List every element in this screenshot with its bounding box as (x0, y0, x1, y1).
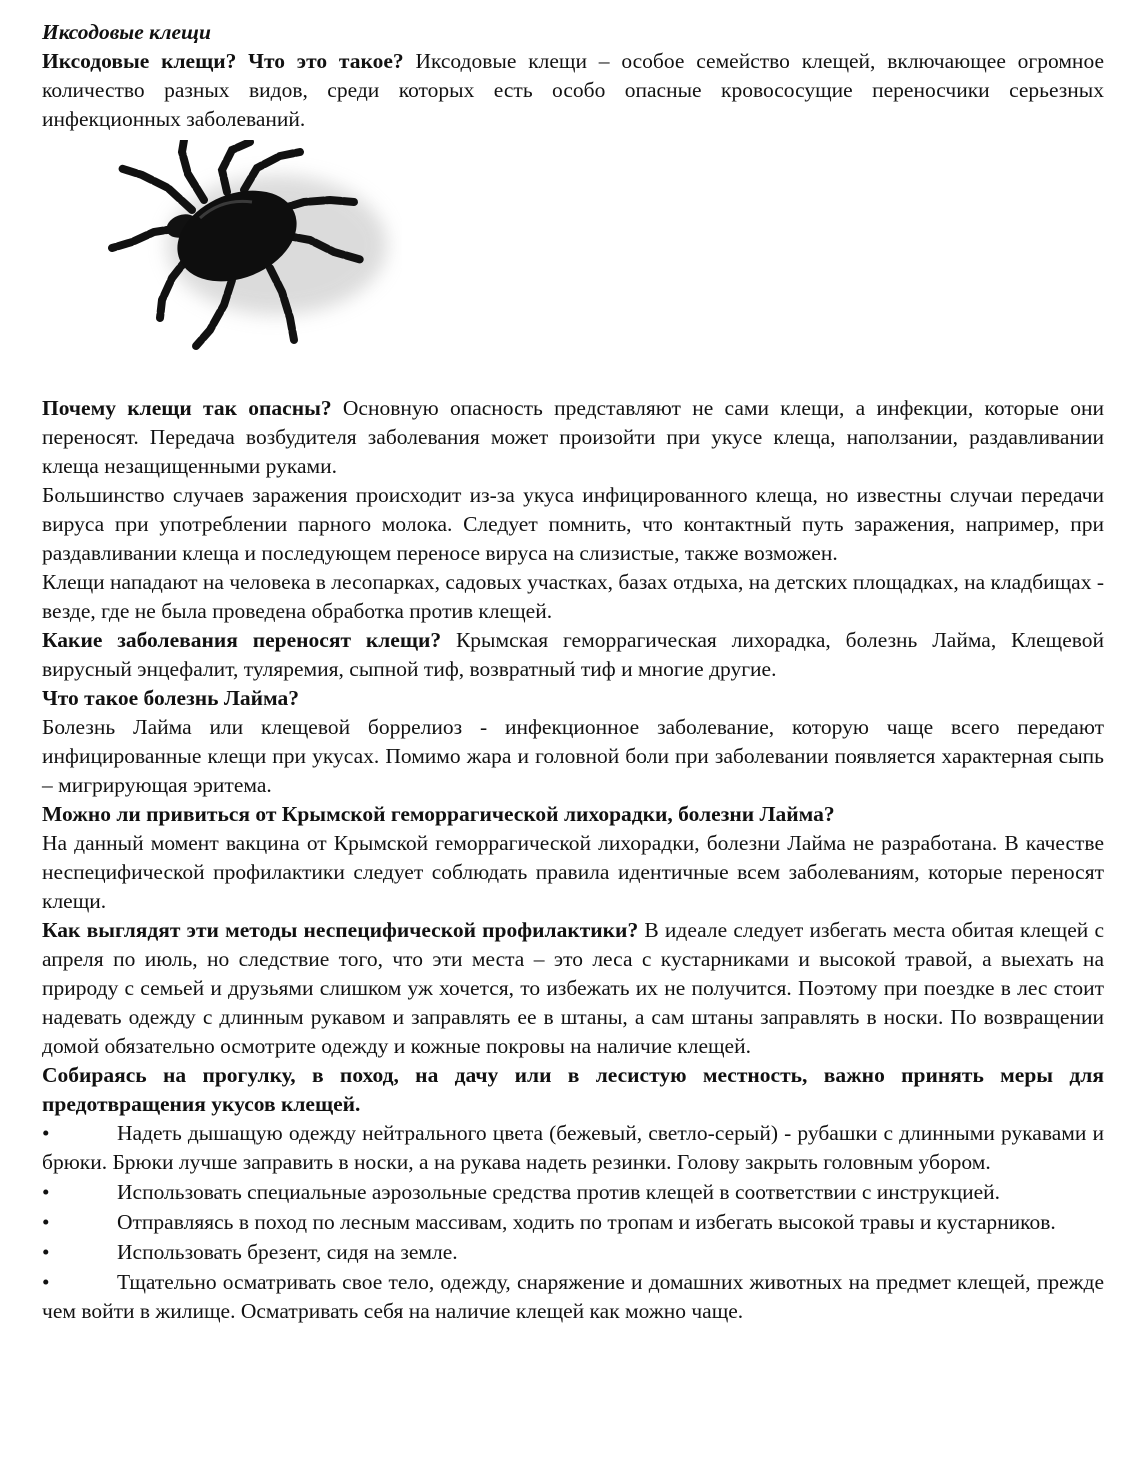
bullet-icon: • (42, 1180, 50, 1204)
list-item (42, 1119, 1104, 1177)
diseases-lead: Какие заболевания переносят клещи? (42, 628, 442, 652)
measures-list (42, 1119, 1104, 1326)
methods-lead: Как выглядят эти методы неспецифической профилактики? (42, 918, 639, 942)
infection-paragraph: Большинство случаев заражения происходит из-за укуса инфицированного клеща, но известны случаи передачи вируса при употреблении парного молока. Следует помнить, что контактный путь заражения, например, при раздавливании клеща и последующем переносе вируса на слизистые, также возможен. (42, 483, 1104, 565)
list-item-text: Надеть дышащую одежду нейтрального цвета (бежевый, светло-серый) - рубашки с длинными рукавами и брюки. Брюки лучше заправить в носки, а на рукава надеть резинки. Голову закрыть головным убором. (42, 1121, 1104, 1174)
list-item-text: Использовать специальные аэрозольные средства против клещей в соответствии с инструкцией. (117, 1180, 1001, 1204)
tick-illustration-icon (72, 140, 402, 372)
intro-lead: Иксодовые клещи? Что это такое? (42, 49, 404, 73)
methods-text: В идеале следует избегать места обитая клещей с апреля по июль, но следствие того, что эти места – это леса с кустарниками и высокой травой, а выехать на природу с семьей и друзьями слишком уж хочется, то избежать их не получится. Поэтому при поездке в лес стоит надевать одежду с длинным рукавом и заправлять ее в штаны, а сам штаны заправлять в носки. По возвращении домой обязательно осмотрите одежду и кожные покровы на наличие клещей. (42, 918, 1104, 1058)
diseases-text: Крымская геморрагическая лихорадка, болезнь Лайма, Клещевой вирусный энцефалит, туляремия, сыпной тиф, возвратный тиф и многие другие. (42, 628, 1104, 681)
measures-heading-text: Собираясь на прогулку, в поход, на дачу или в лесистую местность, важно принять меры для предотвращения укусов клещей. (42, 1063, 1104, 1116)
danger-paragraph (42, 394, 1104, 481)
lyme-paragraph: Болезнь Лайма или клещевой боррелиоз - инфекционное заболевание, которую чаще всего передают инфицированные клещи при укусах. Помимо жара и головной боли при заболевании появляется характерная сыпь – мигрирующая эритема. (42, 715, 1104, 797)
vaccine-heading (42, 800, 1104, 829)
diseases-paragraph (42, 626, 1104, 684)
vaccine-heading-text: Можно ли привиться от Крымской геморрагической лихорадки, болезни Лайма? (42, 802, 835, 826)
bullet-icon: • (42, 1121, 50, 1145)
list-item (42, 1238, 1104, 1267)
attack-paragraph: Клещи нападают на человека в лесопарках, садовых участках, базах отдыха, на детских площадках, на кладбищах - везде, где не была проведена обработка против клещей. (42, 570, 1104, 623)
list-item-text: Тщательно осматривать свое тело, одежду, снаряжение и домашних животных на предмет клещей, прежде чем войти в жилище. Осматривать себя на наличие клещей как можно чаще. (42, 1270, 1104, 1323)
bullet-icon: • (42, 1270, 50, 1294)
bullet-icon: • (42, 1210, 50, 1234)
bullet-icon: • (42, 1240, 50, 1264)
list-item (42, 1178, 1104, 1207)
danger-lead: Почему клещи так опасны? (42, 396, 332, 420)
danger-text: Основную опасность представляют не сами клещи, а инфекции, которые они переносят. Передача возбудителя заболевания может произойти при укусе клеща, наползании, раздавливании клеща незащищенными руками. (42, 396, 1104, 478)
list-item-text: Отправляясь в поход по лесным массивам, ходить по тропам и избегать высокой травы и кустарников. (117, 1210, 1056, 1234)
document-title: Иксодовые клещи (42, 20, 211, 44)
list-item-text: Использовать брезент, сидя на земле. (117, 1240, 458, 1264)
lyme-heading-text: Что такое болезнь Лайма? (42, 686, 299, 710)
list-item (42, 1208, 1104, 1237)
vaccine-paragraph: На данный момент вакцина от Крымской геморрагической лихорадки, болезни Лайма не разработана. В качестве неспецифической профилактики следует соблюдать правила идентичные всем заболеваниям, которые переносят клещи. (42, 831, 1104, 913)
lyme-heading (42, 684, 1104, 713)
intro-text: Иксодовые клещи – особое семейство клещей, включающее огромное количество разных видов, среди которых есть особо опасные кровососущие переносчики серьезных инфекционных заболеваний. (42, 49, 1104, 131)
document-page (42, 18, 1104, 1327)
measures-heading (42, 1061, 1104, 1119)
intro-paragraph (42, 47, 1104, 134)
list-item (42, 1268, 1104, 1326)
methods-paragraph (42, 916, 1104, 1061)
